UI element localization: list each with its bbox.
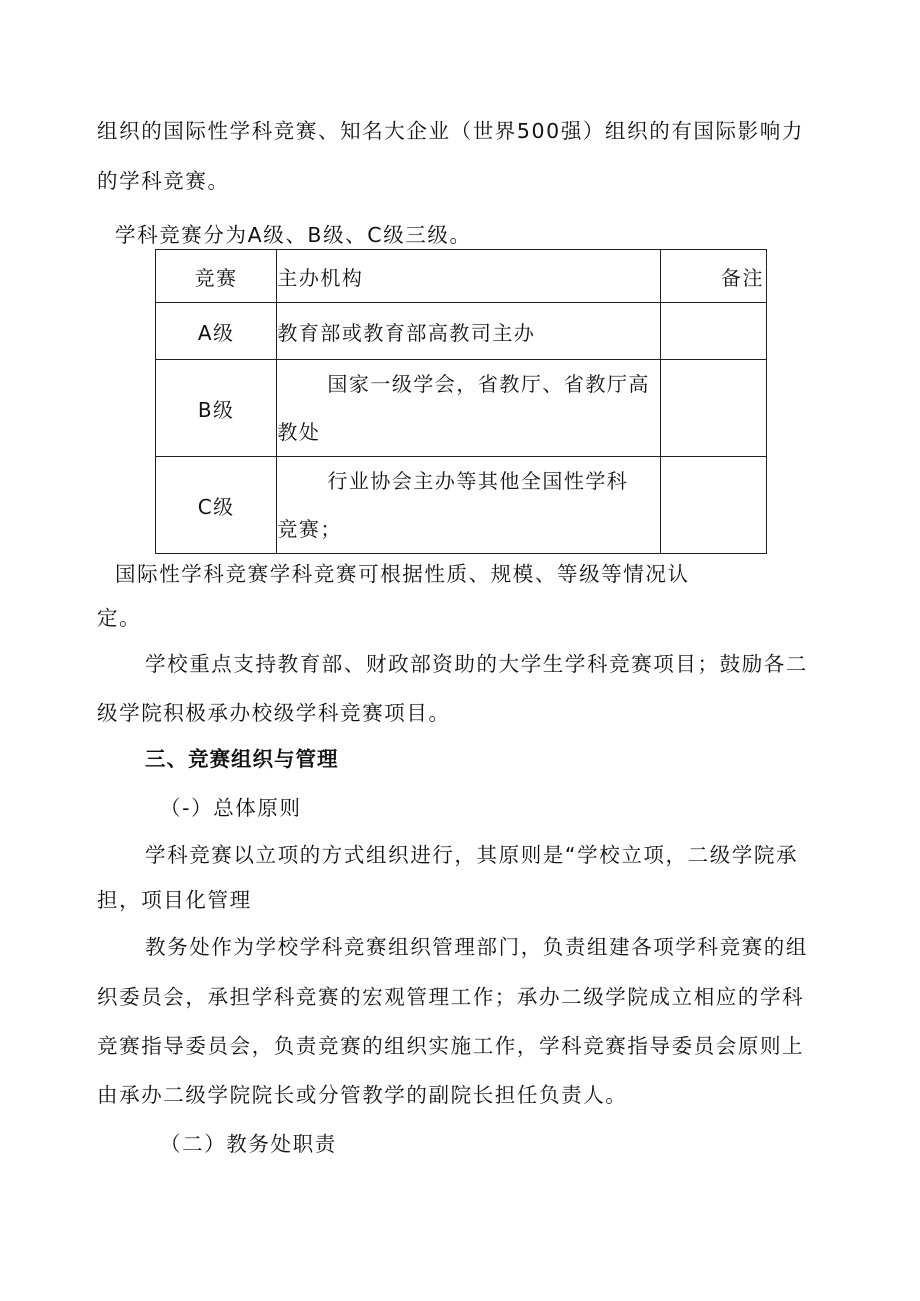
table-cell-note bbox=[660, 360, 767, 457]
table-cell-note bbox=[660, 303, 767, 360]
table-cell-note bbox=[660, 457, 767, 554]
table-header-row bbox=[156, 250, 767, 303]
paragraph-line: 组织的国际性学科竞赛、知名大企业（世界500强）组织的有国际影响力 bbox=[97, 119, 804, 143]
table-row bbox=[156, 360, 767, 457]
table-cell-level: B级 bbox=[156, 360, 277, 457]
organizer-text: 国家一级学会，省教厅、省教厅高教处 bbox=[277, 372, 650, 444]
paragraph-line: 由承办二级学院院长或分管教学的副院长担任负责人。 bbox=[97, 1083, 628, 1107]
table-cell-organizer bbox=[277, 457, 660, 554]
table-header-cell: 主办机构 bbox=[277, 250, 660, 303]
table-row bbox=[156, 457, 767, 554]
paragraph-line: 教务处作为学校学科竞赛组织管理部门，负责组建各项学科竞赛的组 bbox=[145, 935, 808, 959]
paragraph-line: 定。 bbox=[97, 606, 142, 630]
organizer-text: 行业协会主办等其他全国性学科竞赛； bbox=[277, 469, 629, 541]
paragraph-line: 国际性学科竞赛学科竞赛可根据性质、规模、等级等情况认 bbox=[115, 562, 690, 586]
paragraph-line: 学科竞赛以立项的方式组织进行，其原则是“学校立项，二级学院承 bbox=[145, 843, 799, 867]
paragraph-line: 竞赛指导委员会，负责竞赛的组织实施工作，学科竞赛指导委员会原则上 bbox=[97, 1034, 805, 1058]
paragraph-line: 的学科竞赛。 bbox=[97, 169, 230, 193]
paragraph-line: 学校重点支持教育部、财政部资助的大学生学科竞赛项目；鼓励各二 bbox=[145, 652, 808, 676]
competition-level-table bbox=[155, 249, 767, 554]
table-cell-level: C级 bbox=[156, 457, 277, 554]
subsection-heading: （-）总体原则 bbox=[160, 796, 302, 820]
paragraph-line: 织委员会，承担学科竞赛的宏观管理工作；承办二级学院成立相应的学科 bbox=[97, 985, 805, 1009]
table-header-cell: 竞赛 bbox=[156, 250, 277, 303]
paragraph-line: 学科竞赛分为A级、B级、C级三级。 bbox=[115, 223, 472, 247]
table-cell-organizer: 教育部或教育部高教司主办 bbox=[277, 303, 660, 360]
section-heading: 三、竞赛组织与管理 bbox=[145, 747, 339, 771]
table-cell-organizer bbox=[277, 360, 660, 457]
paragraph-line: 级学院积极承办校级学科竞赛项目。 bbox=[97, 701, 451, 725]
subsection-heading: （二）教务处职责 bbox=[160, 1132, 337, 1156]
table-row bbox=[156, 303, 767, 360]
paragraph-line: 担，项目化管理 bbox=[97, 888, 252, 912]
table-header-cell: 备注 bbox=[660, 250, 767, 303]
table-cell-level: A级 bbox=[156, 303, 277, 360]
